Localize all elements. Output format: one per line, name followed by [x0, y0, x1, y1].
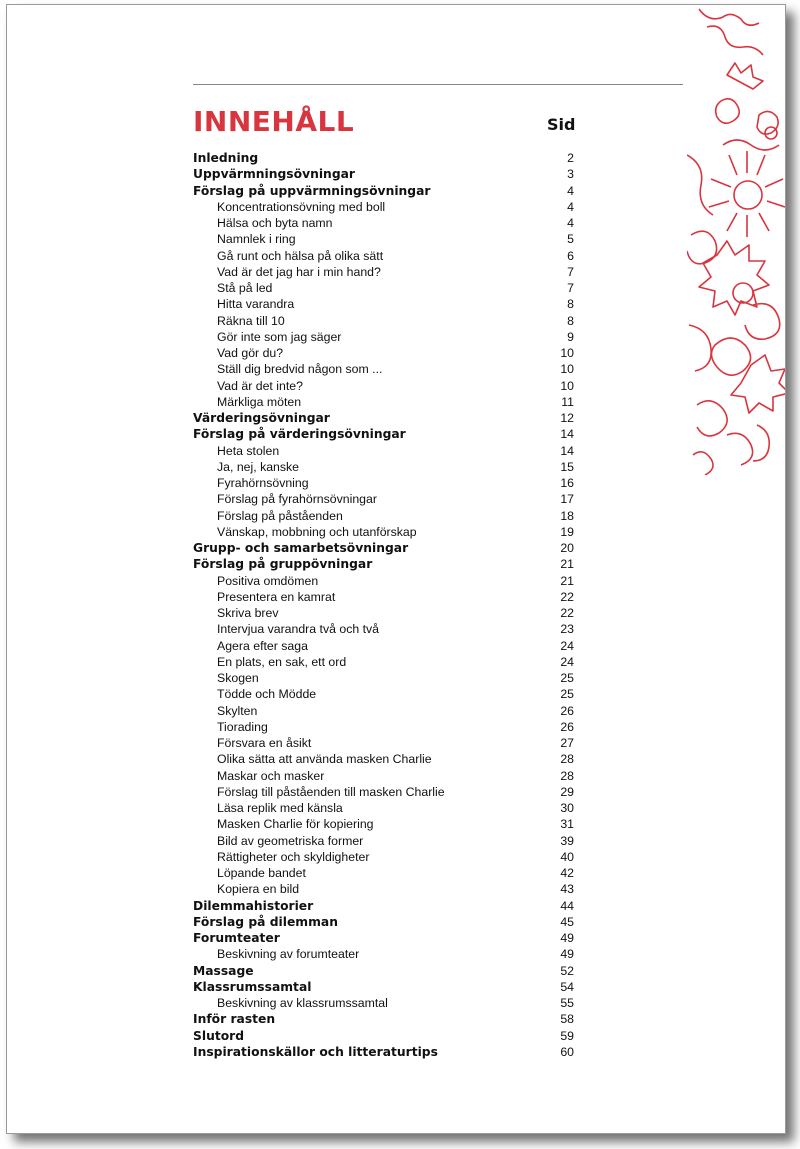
toc-subsection-entry — [193, 784, 574, 800]
toc-entry-title: Inför rasten — [193, 1012, 276, 1027]
toc-entry-page-number: 42 — [560, 866, 574, 880]
toc-entry-page-number: 19 — [560, 524, 574, 539]
toc-subsection-entry — [193, 849, 574, 865]
toc-entry-page-number: 8 — [567, 313, 574, 328]
toc-subsection-entry — [193, 248, 574, 264]
toc-subsection-entry — [193, 573, 574, 589]
toc-entry-title: Presentera en kamrat — [217, 589, 336, 604]
toc-entry-page-number: 18 — [560, 508, 574, 523]
toc-entry-title: Tiorading — [217, 719, 268, 734]
toc-section-entry — [193, 979, 574, 995]
toc-entry-title: Massage — [193, 963, 254, 978]
toc-section-entry — [193, 930, 574, 946]
toc-entry-title: Förslag på dilemman — [193, 914, 338, 929]
toc-subsection-entry — [193, 394, 574, 410]
toc-section-entry — [193, 540, 574, 556]
toc-entry-page-number: 14 — [560, 443, 574, 458]
toc-section-entry — [193, 914, 574, 930]
toc-entry-title: Fyrahörnsövning — [217, 476, 309, 490]
toc-subsection-entry — [193, 995, 574, 1011]
toc-entry-page-number: 45 — [560, 914, 574, 929]
toc-subsection-entry — [193, 280, 574, 296]
toc-section-entry — [193, 150, 574, 166]
toc-subsection-entry — [193, 833, 574, 849]
toc-subsection-entry — [193, 491, 574, 507]
toc-entry-page-number: 6 — [567, 248, 574, 263]
toc-entry-title: Försvara en åsikt — [217, 736, 312, 750]
toc-entry-title: Skriva brev — [217, 606, 279, 620]
toc-entry-page-number: 14 — [560, 427, 574, 442]
toc-entry-page-number: 54 — [560, 979, 574, 994]
page-column-header: Sid — [547, 115, 576, 134]
toc-entry-title: Läsa replik med känsla — [217, 801, 343, 815]
toc-entry-page-number: 10 — [560, 346, 574, 360]
toc-subsection-entry — [193, 524, 574, 540]
toc-entry-page-number: 4 — [567, 199, 574, 214]
toc-subsection-entry — [193, 800, 574, 816]
document-page — [6, 4, 786, 1134]
toc-entry-page-number: 26 — [560, 719, 574, 734]
toc-entry-title: Förslag på påståenden — [217, 508, 343, 523]
toc-entry-title: Vad är det inte? — [217, 378, 303, 393]
toc-entry-page-number: 29 — [560, 784, 574, 799]
toc-entry-title: Ja, nej, kanske — [217, 459, 300, 474]
toc-entry-title: Namnlek i ring — [217, 232, 296, 247]
toc-section-entry — [193, 426, 574, 442]
toc-entry-title: Märkliga möten — [217, 394, 302, 409]
toc-entry-page-number: 28 — [560, 752, 574, 767]
toc-entry-title: Ställ dig bredvid någon som ... — [217, 362, 383, 377]
toc-entry-page-number: 7 — [567, 281, 574, 295]
toc-subsection-entry — [193, 654, 574, 670]
toc-entry-page-number: 30 — [560, 801, 574, 815]
toc-entry-title: En plats, en sak, ett ord — [217, 654, 347, 669]
toc-entry-title: Stå på led — [217, 281, 273, 295]
toc-section-entry — [193, 410, 574, 426]
toc-section-entry — [193, 1028, 574, 1044]
toc-subsection-entry — [193, 751, 574, 767]
toc-entry-title: Koncentrationsövning med boll — [217, 199, 386, 214]
toc-entry-page-number: 23 — [560, 622, 574, 637]
toc-section-entry — [193, 1011, 574, 1027]
toc-entry-page-number: 4 — [567, 183, 574, 198]
toc-entry-title: Positiva omdömen — [217, 573, 319, 588]
toc-subsection-entry — [193, 735, 574, 751]
toc-entry-page-number: 40 — [560, 849, 574, 864]
toc-entry-page-number: 58 — [560, 1012, 574, 1027]
toc-subsection-entry — [193, 378, 574, 394]
toc-entry-page-number: 25 — [560, 671, 574, 685]
toc-subsection-entry — [193, 670, 574, 686]
toc-section-entry — [193, 1044, 574, 1060]
toc-subsection-entry — [193, 231, 574, 247]
toc-entry-title: Olika sätta att använda masken Charlie — [217, 752, 432, 767]
toc-subsection-entry — [193, 638, 574, 654]
toc-entry-title: Agera efter saga — [217, 638, 308, 653]
toc-subsection-entry — [193, 475, 574, 491]
toc-entry-title: Vänskap, mobbning och utanförskap — [217, 524, 417, 539]
toc-entry-title: Grupp- och samarbetsövningar — [193, 541, 409, 555]
toc-entry-title: Kopiera en bild — [217, 882, 300, 897]
toc-entry-title: Beskivning av forumteater — [217, 947, 360, 962]
toc-entry-page-number: 43 — [560, 882, 574, 897]
toc-entry-title: Inledning — [193, 151, 259, 165]
toc-subsection-entry — [193, 345, 574, 361]
toc-entry-page-number: 28 — [560, 768, 574, 783]
toc-entry-title: Förslag på fyrahörnsövningar — [217, 492, 377, 507]
toc-entry-title: Hitta varandra — [217, 297, 295, 312]
toc-entry-title: Bild av geometriska former — [217, 833, 364, 848]
toc-entry-page-number: 21 — [560, 573, 574, 588]
toc-entry-title: Gå runt och hälsa på olika sätt — [217, 248, 384, 263]
toc-entry-page-number: 52 — [560, 963, 574, 978]
toc-entry-page-number: 59 — [560, 1028, 574, 1043]
toc-entry-page-number: 22 — [560, 589, 574, 604]
toc-entry-page-number: 10 — [560, 378, 574, 393]
toc-entry-page-number: 24 — [560, 638, 574, 653]
toc-entry-page-number: 26 — [560, 703, 574, 718]
toc-subsection-entry — [193, 768, 574, 784]
toc-entry-title: Skylten — [217, 703, 258, 718]
toc-entry-title: Förslag på uppvärmningsövningar — [193, 183, 431, 198]
toc-entry-title: Uppvärmningsövningar — [193, 167, 355, 182]
toc-entry-title: Rättigheter och skyldigheter — [217, 849, 370, 864]
toc-subsection-entry — [193, 946, 574, 962]
toc-subsection-entry — [193, 508, 574, 524]
toc-entry-page-number: 5 — [567, 232, 574, 247]
toc-entry-title: Förslag på värderingsövningar — [193, 427, 406, 442]
toc-entry-title: Vad är det jag har i min hand? — [217, 264, 381, 279]
toc-entry-title: Gör inte som jag säger — [217, 329, 342, 344]
toc-entry-title: Löpande bandet — [217, 866, 306, 880]
toc-entry-title: Tödde och Mödde — [217, 687, 317, 702]
toc-entry-page-number: 20 — [560, 541, 574, 555]
toc-entry-page-number: 22 — [560, 606, 574, 620]
toc-entry-title: Slutord — [193, 1028, 245, 1043]
toc-entry-page-number: 49 — [560, 947, 574, 962]
toc-entry-title: Heta stolen — [217, 443, 280, 458]
toc-subsection-entry — [193, 719, 574, 735]
toc-subsection-entry — [193, 589, 574, 605]
toc-entry-title: Förslag på gruppövningar — [193, 557, 373, 572]
toc-entry-page-number: 31 — [560, 817, 574, 832]
toc-subsection-entry — [193, 605, 574, 621]
toc-entry-title: Forumteater — [193, 931, 280, 945]
toc-section-entry — [193, 898, 574, 914]
toc-section-entry — [193, 556, 574, 572]
toc-entry-page-number: 15 — [560, 459, 574, 474]
toc-section-entry — [193, 963, 574, 979]
toc-subsection-entry — [193, 264, 574, 280]
toc-entry-title: Beskivning av klassrumssamtal — [217, 996, 388, 1010]
toc-entry-page-number: 27 — [560, 736, 574, 750]
toc-section-entry — [193, 166, 574, 182]
toc-entry-page-number: 39 — [560, 833, 574, 848]
floral-ornament-icon — [687, 5, 786, 475]
toc-entry-page-number: 3 — [567, 167, 574, 182]
toc-subsection-entry — [193, 703, 574, 719]
toc-entry-page-number: 4 — [567, 216, 574, 230]
toc-subsection-entry — [193, 686, 574, 702]
toc-entry-title: Inspirationskällor och litteraturtips — [193, 1044, 438, 1059]
toc-subsection-entry — [193, 459, 574, 475]
toc-entry-title: Värderingsövningar — [193, 411, 330, 425]
toc-entry-page-number: 49 — [560, 931, 574, 945]
toc-entry-page-number: 55 — [560, 996, 574, 1010]
toc-entry-page-number: 11 — [561, 394, 574, 409]
toc-entry-title: Klassrumssamtal — [193, 979, 312, 994]
toc-subsection-entry — [193, 296, 574, 312]
toc-subsection-entry — [193, 443, 574, 459]
toc-entry-title: Skogen — [217, 671, 259, 685]
toc-entry-title: Intervjua varandra två och två — [217, 622, 379, 637]
toc-entry-page-number: 10 — [560, 362, 574, 377]
toc-entry-title: Dilemmahistorier — [193, 898, 314, 913]
toc-subsection-entry — [193, 215, 574, 231]
toc-entry-title: Räkna till 10 — [217, 313, 285, 328]
toc-entry-page-number: 7 — [567, 264, 574, 279]
toc-entry-page-number: 60 — [560, 1044, 574, 1059]
toc-entry-page-number: 16 — [560, 476, 574, 490]
toc-section-entry — [193, 183, 574, 199]
page-title: INNEHÅLL — [193, 105, 355, 138]
toc-entry-title: Maskar och masker — [217, 768, 325, 783]
toc-subsection-entry — [193, 313, 574, 329]
toc-subsection-entry — [193, 816, 574, 832]
toc-entry-title: Hälsa och byta namn — [217, 216, 333, 230]
toc-entry-page-number: 8 — [567, 297, 574, 312]
toc-entry-title: Förslag till påståenden till masken Charlie — [217, 784, 445, 799]
top-rule — [193, 84, 683, 85]
toc-entry-page-number: 25 — [560, 687, 574, 702]
toc-subsection-entry — [193, 881, 574, 897]
toc-entry-page-number: 12 — [560, 411, 574, 425]
toc-entry-title: Vad gör du? — [217, 346, 284, 360]
toc-subsection-entry — [193, 199, 574, 215]
toc-entry-page-number: 9 — [567, 329, 574, 344]
toc-entry-title: Masken Charlie för kopiering — [217, 817, 374, 832]
toc-entry-page-number: 2 — [567, 151, 574, 165]
toc-subsection-entry — [193, 621, 574, 637]
toc-subsection-entry — [193, 329, 574, 345]
toc-subsection-entry — [193, 865, 574, 881]
toc-subsection-entry — [193, 361, 574, 377]
table-of-contents — [193, 150, 574, 1060]
toc-entry-page-number: 44 — [560, 898, 574, 913]
toc-entry-page-number: 21 — [560, 557, 574, 572]
toc-entry-page-number: 17 — [560, 492, 574, 507]
toc-entry-page-number: 24 — [560, 654, 574, 669]
